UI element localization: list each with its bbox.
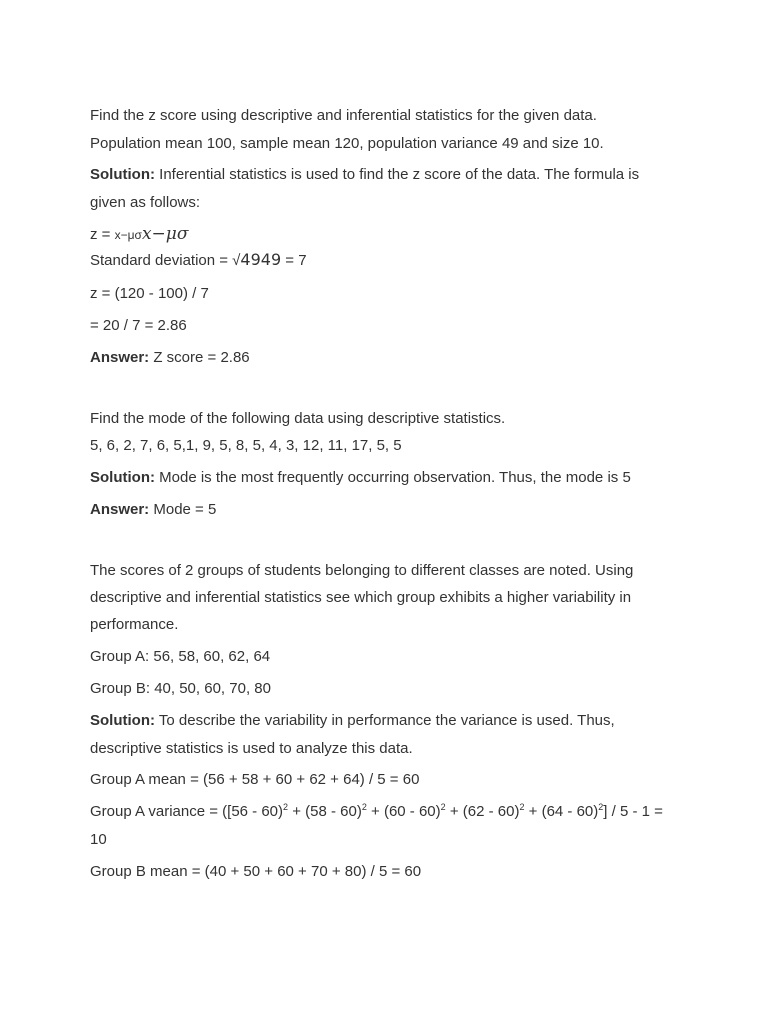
q1-question-line-1: Find the z score using descriptive and inferential statistics for the given data.	[90, 107, 597, 124]
answer-label: Answer:	[90, 349, 150, 366]
variance-part: + (58 - 60)	[288, 803, 362, 820]
sd-result: = 7	[281, 252, 307, 269]
q3-question-line-2: descriptive and inferential statistics see which group exhibits a higher variability in	[90, 589, 632, 606]
exponent: 2	[361, 802, 367, 812]
q3-question-line-3: performance.	[90, 616, 179, 633]
solution-label: Solution:	[90, 469, 155, 486]
q1-solution-line-2: given as follows:	[90, 194, 201, 211]
q3-question-line-1: The scores of 2 groups of students belonging to different classes are noted. Using	[90, 562, 634, 579]
q1-step-1: z = (120 - 100) / 7	[90, 285, 209, 302]
solution-label: Solution:	[90, 712, 155, 729]
sd-radicand: 4949	[240, 250, 282, 269]
q1-answer-text: Z score = 2.86	[149, 349, 250, 366]
exponent: 2	[440, 802, 446, 812]
variance-part: ] / 5 - 1 =	[603, 803, 663, 820]
q2-data-values: 5, 6, 2, 7, 6, 5,1, 9, 5, 8, 5, 4, 3, 12, 11, 17, 5, 5	[90, 437, 402, 454]
exponent: 2	[598, 802, 604, 812]
q1-answer	[90, 348, 708, 368]
q2-question-line-1: Find the mode of the following data using descriptive statistics.	[90, 410, 506, 427]
q3-group-b-mean: Group B mean = (40 + 50 + 60 + 70 + 80) / 5 = 60	[90, 863, 422, 880]
q3-group-a-mean: Group A mean = (56 + 58 + 60 + 62 + 64) / 5 = 60	[90, 771, 420, 788]
exponent: 2	[283, 802, 289, 812]
q1-solution-line-1	[90, 165, 708, 185]
q1-formula	[90, 224, 708, 245]
exponent: 2	[519, 802, 525, 812]
variance-part: + (60 - 60)	[366, 803, 441, 820]
variance-part: + (64 - 60)	[524, 803, 599, 820]
q2-answer	[90, 500, 708, 520]
q3-solution-line-1	[90, 711, 708, 731]
sd-prefix: Standard deviation = √	[90, 252, 241, 269]
formula-math: x−μσ	[141, 224, 189, 244]
variance-part: Group A variance = ([56 - 60)	[90, 803, 284, 820]
q1-standard-deviation	[90, 250, 708, 271]
q1-question-line-2: Population mean 100, sample mean 120, population variance 49 and size 10.	[90, 135, 604, 152]
q3-solution-line-2: descriptive statistics is used to analyze this data.	[90, 740, 413, 757]
q3-group-b-data: Group B: 40, 50, 60, 70, 80	[90, 680, 271, 697]
q2-solution-text: Mode is the most frequently occurring observation. Thus, the mode is 5	[154, 469, 631, 486]
q3-group-a-data: Group A: 56, 58, 60, 62, 64	[90, 648, 271, 665]
q2-solution	[90, 468, 708, 488]
variance-part: + (62 - 60)	[445, 803, 520, 820]
q3-group-a-variance	[90, 802, 708, 823]
q3-group-a-variance-result: 10	[90, 831, 107, 848]
formula-prefix: z =	[90, 226, 115, 243]
q1-solution-text: Inferential statistics is used to find the z score of the data. The formula is	[154, 166, 640, 183]
solution-label: Solution:	[90, 166, 155, 183]
q3-solution-text: To describe the variability in performance the variance is used. Thus,	[154, 712, 615, 729]
q1-step-2: = 20 / 7 = 2.86	[90, 317, 187, 334]
answer-label: Answer:	[90, 501, 150, 518]
formula-inline-text: x−μσ	[114, 228, 142, 242]
q2-answer-text: Mode = 5	[149, 501, 217, 518]
